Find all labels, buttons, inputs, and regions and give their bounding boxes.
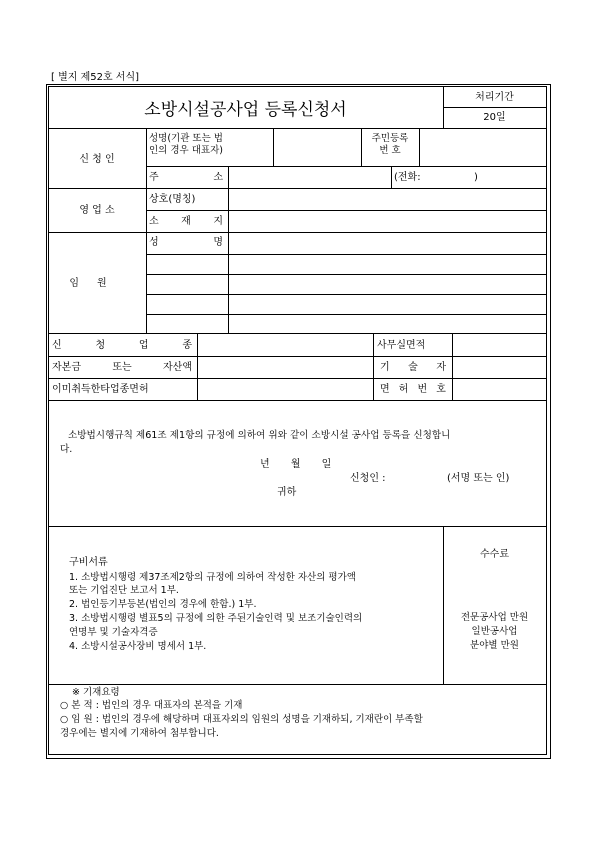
- address-label: 주 소: [149, 172, 223, 183]
- phone-close: ): [474, 172, 478, 183]
- office-area-field[interactable]: [453, 334, 545, 355]
- fee-line: 전문공사업 만원: [460, 612, 529, 623]
- business-type-label: 신 청 업 종: [52, 340, 192, 351]
- recipient-label: 귀하: [277, 487, 297, 498]
- instructions-heading: ※ 기재요령: [72, 687, 120, 698]
- business-type-field[interactable]: [198, 334, 372, 355]
- applicant-sign-label: 신청인 :: [350, 473, 386, 484]
- instruction-line: 경우에는 별지에 기재하여 첨부합니다.: [60, 728, 219, 739]
- location-label: 소 재 지: [149, 216, 223, 227]
- license-number-field[interactable]: [453, 379, 545, 399]
- trade-name-label: 상호(명칭): [149, 194, 196, 205]
- applicant-name-field[interactable]: [274, 129, 360, 165]
- officer-row[interactable]: [229, 255, 545, 273]
- form-title: 소방시설공사업 등록신청서: [144, 100, 347, 120]
- form-number: [ 별지 제52호 서식]: [51, 72, 140, 83]
- location-field[interactable]: [229, 211, 545, 231]
- document-item: 3. 소방법시행령 별표5의 규정에 의한 주된기술인력 및 보조기술인력의: [69, 613, 363, 624]
- applicant-sign-field[interactable]: [400, 470, 442, 486]
- document-item: 1. 소방법시행령 제37조제2항의 규정에 의하여 작성한 자산의 평가액: [69, 572, 356, 583]
- document-item: 연명부 및 기술자격증: [69, 627, 158, 638]
- rrn-field[interactable]: [420, 129, 545, 165]
- document-item: 또는 기업진단 보고서 1부.: [69, 585, 179, 596]
- capital-label: 자본금 또는 자산액: [52, 362, 192, 373]
- fee-line: 일반공사업: [471, 626, 518, 637]
- officer-name-label: 성 명: [149, 237, 223, 248]
- phone-field[interactable]: [434, 167, 474, 187]
- trade-name-field[interactable]: [229, 189, 545, 209]
- document-item: 4. 소방시설공사장비 명세서 1부.: [69, 641, 207, 652]
- license-number-label: 면 허 번 호: [380, 384, 446, 395]
- officer-row[interactable]: [229, 233, 545, 253]
- date-line: 년 월 일: [260, 459, 332, 470]
- applicant-section-label: 신 청 인: [79, 154, 115, 165]
- officer-row[interactable]: [229, 315, 545, 332]
- signature-label: (서명 또는 인): [447, 473, 510, 484]
- documents-heading: 구비서류: [69, 557, 108, 568]
- capital-field[interactable]: [198, 357, 372, 377]
- business-section-label: 영 업 소: [79, 205, 115, 216]
- office-area-label: 사무실면적: [377, 340, 426, 351]
- existing-license-label: 이미취득한타업종면허: [52, 384, 149, 395]
- document-item: 2. 법인등기부등본(법인의 경우에 한함.) 1부.: [69, 599, 257, 610]
- processing-period-value: 20일: [483, 112, 506, 123]
- technician-field[interactable]: [453, 357, 545, 377]
- rrn-label: 주민등록 번 호: [371, 133, 409, 156]
- instruction-line: ○ 임 원 : 법인의 경우에 해당하며 대표자외의 임원의 성명을 기재하되, 기재란이 부족할: [60, 714, 423, 725]
- address-field[interactable]: [229, 167, 389, 187]
- officers-section-label: 임원: [69, 278, 125, 289]
- existing-license-field[interactable]: [198, 379, 372, 399]
- declaration-text: 소방법시행규칙 제61조 제1항의 규정에 의하여 위와 같이 소방시설 공사업 등록을 신청합니: [68, 430, 451, 441]
- fee-line: 분야별 만원: [470, 640, 519, 651]
- phone-label: (전화:: [394, 172, 421, 183]
- instruction-line: ○ 본 적 : 법인의 경우 대표자의 본적을 기재: [60, 700, 243, 711]
- technician-label: 기 술 자: [380, 362, 446, 373]
- declaration-text-cont: 다.: [60, 444, 73, 455]
- applicant-name-label: 성명(기관 또는 법 인의 경우 대표자): [149, 133, 223, 156]
- fee-label: 수수료: [480, 549, 509, 560]
- processing-period-label: 처리기간: [475, 92, 514, 103]
- officer-row[interactable]: [229, 295, 545, 313]
- officer-row[interactable]: [229, 275, 545, 293]
